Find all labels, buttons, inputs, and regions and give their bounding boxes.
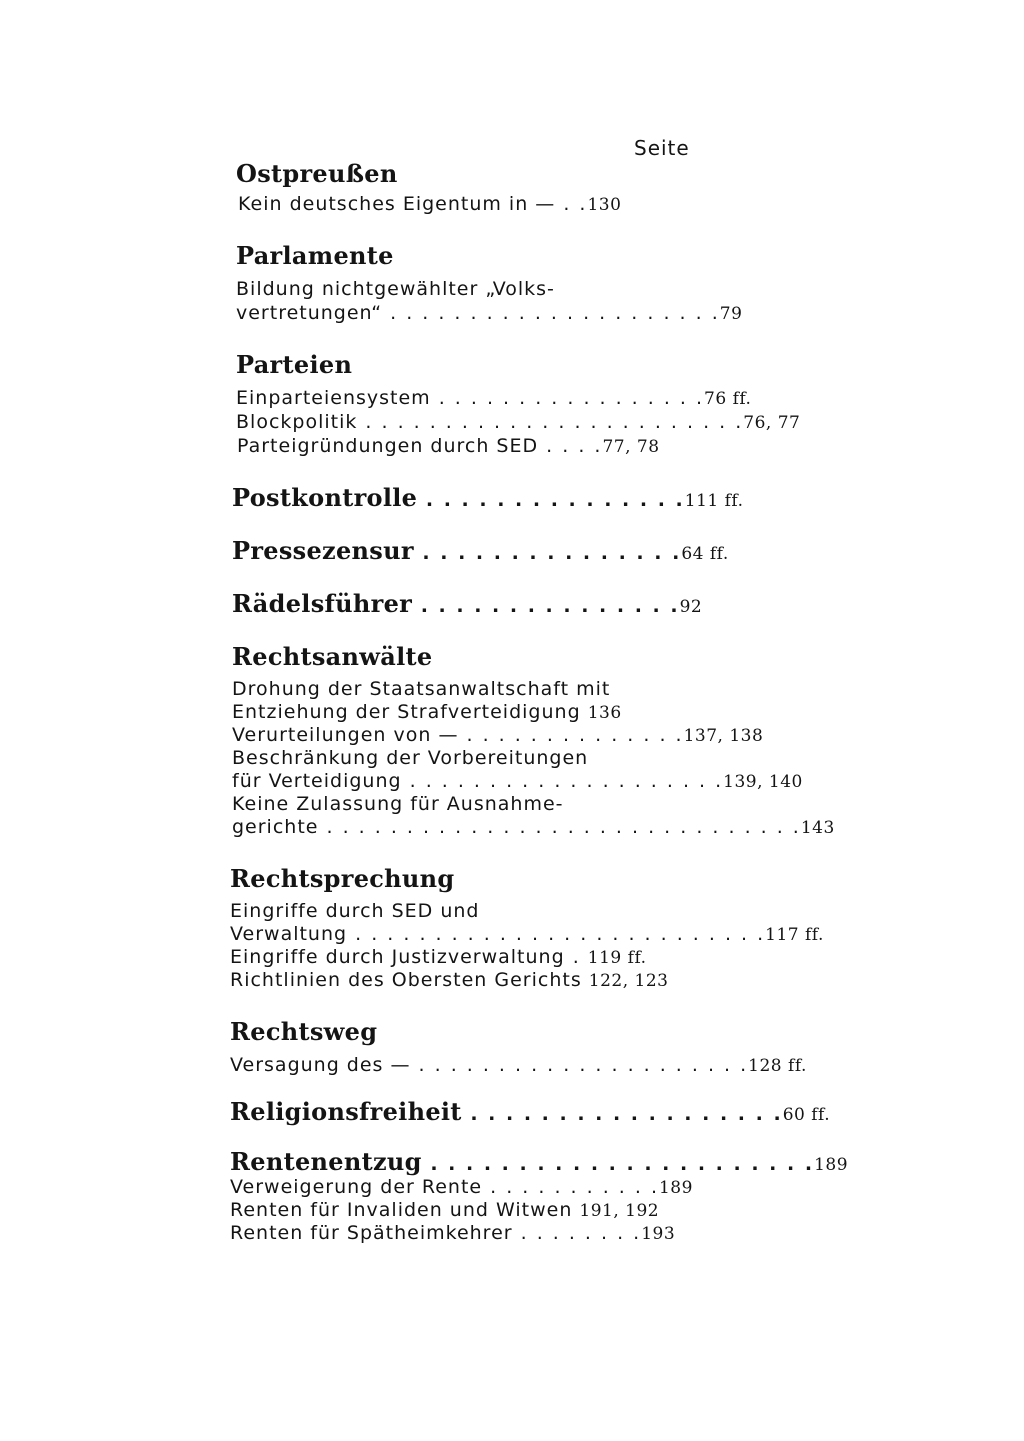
page-number: 193 — [641, 1224, 676, 1244]
heading-text: Religionsfreiheit — [230, 1097, 462, 1126]
index-line — [230, 923, 824, 947]
dot-leader: . . . . . . . . . . . . . . . — [412, 595, 680, 617]
dot-leader: . . . . . . . . . . . — [482, 1176, 659, 1198]
index-line — [232, 747, 588, 770]
page-number: 128 ff. — [748, 1056, 807, 1076]
page-number: 117 ff. — [765, 925, 824, 945]
heading-text: Rädelsführer — [232, 589, 413, 618]
index-line — [237, 435, 660, 459]
index-line — [236, 278, 555, 301]
index-line — [230, 1054, 807, 1078]
entry-text: Beschränkung der Vorbereitungen — [232, 747, 589, 769]
index-heading — [230, 1097, 830, 1126]
entry-text: Eingriffe durch Justizverwaltung — [230, 946, 565, 968]
dot-leader: . — [564, 946, 581, 968]
dot-leader: . . . . — [538, 435, 603, 457]
page-number: 137, 138 — [683, 726, 764, 746]
index-line — [232, 770, 803, 794]
index-heading — [230, 1147, 848, 1176]
index-heading — [232, 589, 702, 618]
entry-text: Parteigründungen durch SED — [237, 435, 539, 457]
page-number: 130 — [587, 195, 622, 215]
page-number: 119 ff. — [587, 948, 647, 968]
index-line — [236, 387, 751, 411]
entry-text: Blockpolitik — [236, 411, 358, 433]
dot-leader: . . . . . . . . . . . . . . . . . . . . . . — [421, 1153, 815, 1175]
heading-text: Rentenentzug — [230, 1147, 422, 1176]
page-number: 76 ff. — [704, 389, 752, 409]
dot-leader: . . . . . . . . . . . . . . . — [417, 489, 685, 511]
entry-text: Richtlinien des Obersten Gerichts — [230, 969, 582, 991]
page-number: 189 — [814, 1155, 849, 1175]
heading-text: Postkontrolle — [232, 483, 418, 512]
page-number: 139, 140 — [723, 772, 803, 792]
page-number: 64 ff. — [681, 544, 729, 564]
index-heading — [232, 483, 743, 512]
page-number: 143 — [800, 818, 835, 838]
index-line — [230, 1199, 659, 1223]
index-line — [230, 1222, 675, 1246]
page-number: 60 ff. — [782, 1105, 831, 1125]
index-heading: Parlamente — [236, 241, 394, 270]
index-heading: Rechtsanwälte — [232, 642, 433, 671]
index-heading: Rechtsprechung — [230, 864, 455, 893]
page-number: 77, 78 — [602, 437, 660, 457]
index-line — [230, 900, 480, 923]
index-heading — [232, 536, 729, 565]
entry-text: Verweigerung der Rente — [230, 1176, 483, 1198]
dot-leader: . . . . . . . . . . . . . . . . . . — [461, 1103, 783, 1125]
entry-text: Eingriffe durch SED und — [230, 900, 480, 922]
index-heading: Parteien — [236, 350, 353, 379]
index-line — [238, 193, 621, 217]
index-line — [230, 946, 647, 970]
index-heading: Rechtsweg — [230, 1017, 378, 1046]
index-line — [236, 302, 742, 326]
index-line — [230, 969, 668, 993]
page-number: 79 — [719, 304, 743, 324]
entry-text: Renten für Invaliden und Witwen — [230, 1199, 573, 1221]
dot-leader: . . . . . . . . — [512, 1222, 642, 1244]
entry-text: vertretungen“ — [236, 302, 383, 324]
index-heading: Ostpreußen — [236, 159, 398, 188]
page-number: 92 — [679, 597, 703, 617]
index-line — [232, 701, 622, 725]
index-line — [230, 1176, 693, 1200]
dot-leader: . . . . . . . . . . . . . . . . . . . . . . . . . . — [347, 923, 766, 945]
index-line — [232, 816, 835, 840]
page-number: 122, 123 — [588, 971, 669, 991]
entry-text: Versagung des — — [230, 1054, 411, 1076]
dot-leader: . . — [555, 193, 588, 215]
page-number: 136 — [587, 703, 622, 723]
heading-text: Pressezensur — [232, 536, 414, 565]
dot-leader: . . . . . . . . . . . . . . — [458, 724, 684, 746]
dot-leader: . . . . . . . . . . . . . . . — [413, 542, 682, 564]
entry-text: Entziehung der Strafverteidigung — [232, 701, 581, 723]
entry-text: Keine Zulassung für Ausnahme- — [232, 793, 564, 815]
index-line — [232, 678, 610, 701]
dot-leader: . . . . . . . . . . . . . . . . . . . . . . . . — [357, 411, 744, 433]
entry-text: Renten für Spätheimkehrer — [230, 1222, 513, 1244]
page-number: 191, 192 — [579, 1201, 660, 1221]
page-number: 189 — [658, 1178, 693, 1198]
entry-text: Bildung nichtgewählter „Volks- — [236, 278, 555, 300]
entry-text: Verurteilungen von — — [232, 724, 459, 746]
entry-text: Drohung der Staatsanwaltschaft mit — [232, 678, 611, 700]
entry-text: für Verteidigung — [232, 770, 402, 792]
index-line — [236, 411, 800, 435]
column-header-seite: Seite — [634, 136, 690, 160]
page-number: 111 ff. — [684, 491, 744, 511]
dot-leader: . . . . . . . . . . . . . . . . . — [430, 387, 705, 409]
entry-text: Einparteiensystem — [236, 387, 431, 409]
dot-leader: . . . . . . . . . . . . . . . . . . . . . — [410, 1054, 749, 1076]
dot-leader: . . . . . . . . . . . . . . . . . . . . — [401, 770, 724, 792]
index-line — [232, 724, 763, 748]
entry-text: Verwaltung — [230, 923, 348, 945]
dot-leader: . . . . . . . . . . . . . . . . . . . . . — [382, 302, 720, 324]
entry-text: gerichte — [232, 816, 319, 838]
index-line — [232, 793, 564, 816]
dot-leader: . . . . . . . . . . . . . . . . . . . . . . . . . . . . . . — [318, 816, 801, 838]
page-number: 76, 77 — [743, 413, 801, 433]
entry-text: Kein deutsches Eigentum in — — [238, 193, 556, 215]
